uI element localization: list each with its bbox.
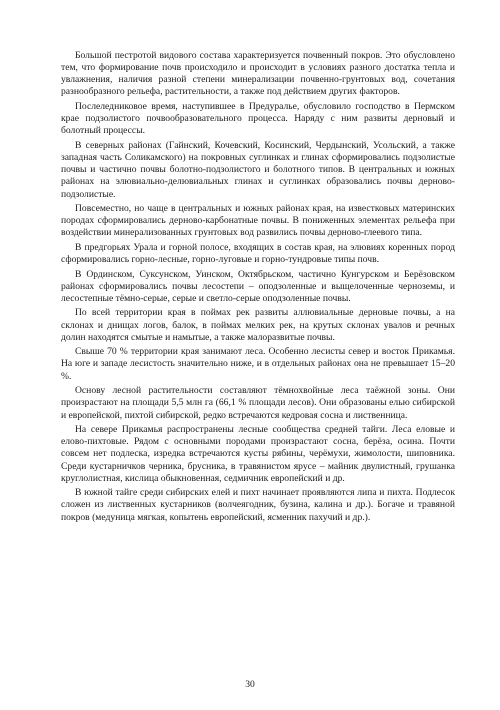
paragraph: Свыше 70 % территории края занимают леса. Особенно лесисты север и восток Прикамья. На юге и западе лесистость значительно ниже, и в отдельных районах она не превышает 15–20 %. — [61, 346, 455, 382]
paragraph: В предгорьях Урала и горной полосе, входящих в состав края, на элювиях коренных пород сформировались горно-лесные, горно-луговые и горно-тундровые типы почв. — [61, 241, 455, 266]
paragraph: По всей территории края в поймах рек развиты аллювиальные дерновые почвы, а на склонах и днищах логов, балок, в поймах мелких рек, на крутых склонах увалов и речных долин находятся смытые и намытые, а также малоразвитые почвы. — [61, 307, 455, 343]
paragraph: В Ординском, Суксунском, Уинском, Октябрьском, частично Кунгурском и Берёзовском районах сформировались почвы лесостепи – оподзоленные и выщелоченные черноземы, и лесостепные тёмно-серые, серые и светло-серые оподзоленные почвы. — [61, 268, 455, 304]
body-text — [61, 50, 455, 526]
paragraph: Послеледниковое время, наступившее в Предуралье, обусловило господство в Пермском крае подзолистого почвообразовательного процесса. Наряду с ним развиты дерновый и болотный процессы. — [61, 101, 455, 137]
paragraph: На севере Прикамья распространены лесные сообщества средней тайги. Леса еловые и елово-пихтовые. Рядом с основными породами произрастают сосна, берёза, осина. Почти совсем нет подлеска, изредка встречаются кусты рябины, черёмухи, жимолости, шиповника. Среди кустарничков черника, брусника, в травянистом ярусе – майник двулистный, грушанка круглолистная, кислица обыкновенная, седмичник европейский и др. — [61, 424, 455, 484]
page-number: 30 — [245, 679, 255, 690]
paragraph: В южной тайге среди сибирских елей и пихт начинает проявляются липа и пихта. Подлесок сложен из лиственных кустарников (волчеягодник, бузина, калина и др.). Богаче и травяной покров (медуница мягкая, копытень европейский, ясменник пахучий и др.). — [61, 487, 455, 523]
paragraph: Большой пестротой видового состава характеризуется почвенный покров. Это обусловлено тем, что формирование почв происходило и происходит в условиях разного достатка тепла и увлажнения, наличия разной степени минерализации почвенно-грунтовых вод, сочетания разнообразного рельефа, растительности, а также под действием других факторов. — [61, 50, 455, 98]
paragraph: В северных районах (Гайнский, Кочевский, Косинский, Чердынский, Усольский, а также западная часть Соликамского) на покровных суглинках и глинах сформировались подзолистые почвы и частично почвы болотно-подзолистого и болотного типов. В центральных и южных районах на элювиально-делювиальных глинах и суглинках образовались почвы дерново-подзолистые. — [61, 139, 455, 200]
paragraph: Основу лесной растительности составляют тёмнохвойные леса таёжной зоны. Они произрастают на площади 5,5 млн га (66,1 % площади лесов). Они образованы елью сибирской и европейской, пихтой сибирской, редко встречаются кедровая сосна и лиственница. — [61, 385, 455, 421]
paragraph: Повсеместно, но чаще в центральных и южных районах края, на известковых материнских породах сформировались дерново-карбонатные почвы. В пониженных элементах рельефа при воздействии минерализованных грунтовых вод развились почвы дерново-глеевого типа. — [61, 203, 455, 239]
